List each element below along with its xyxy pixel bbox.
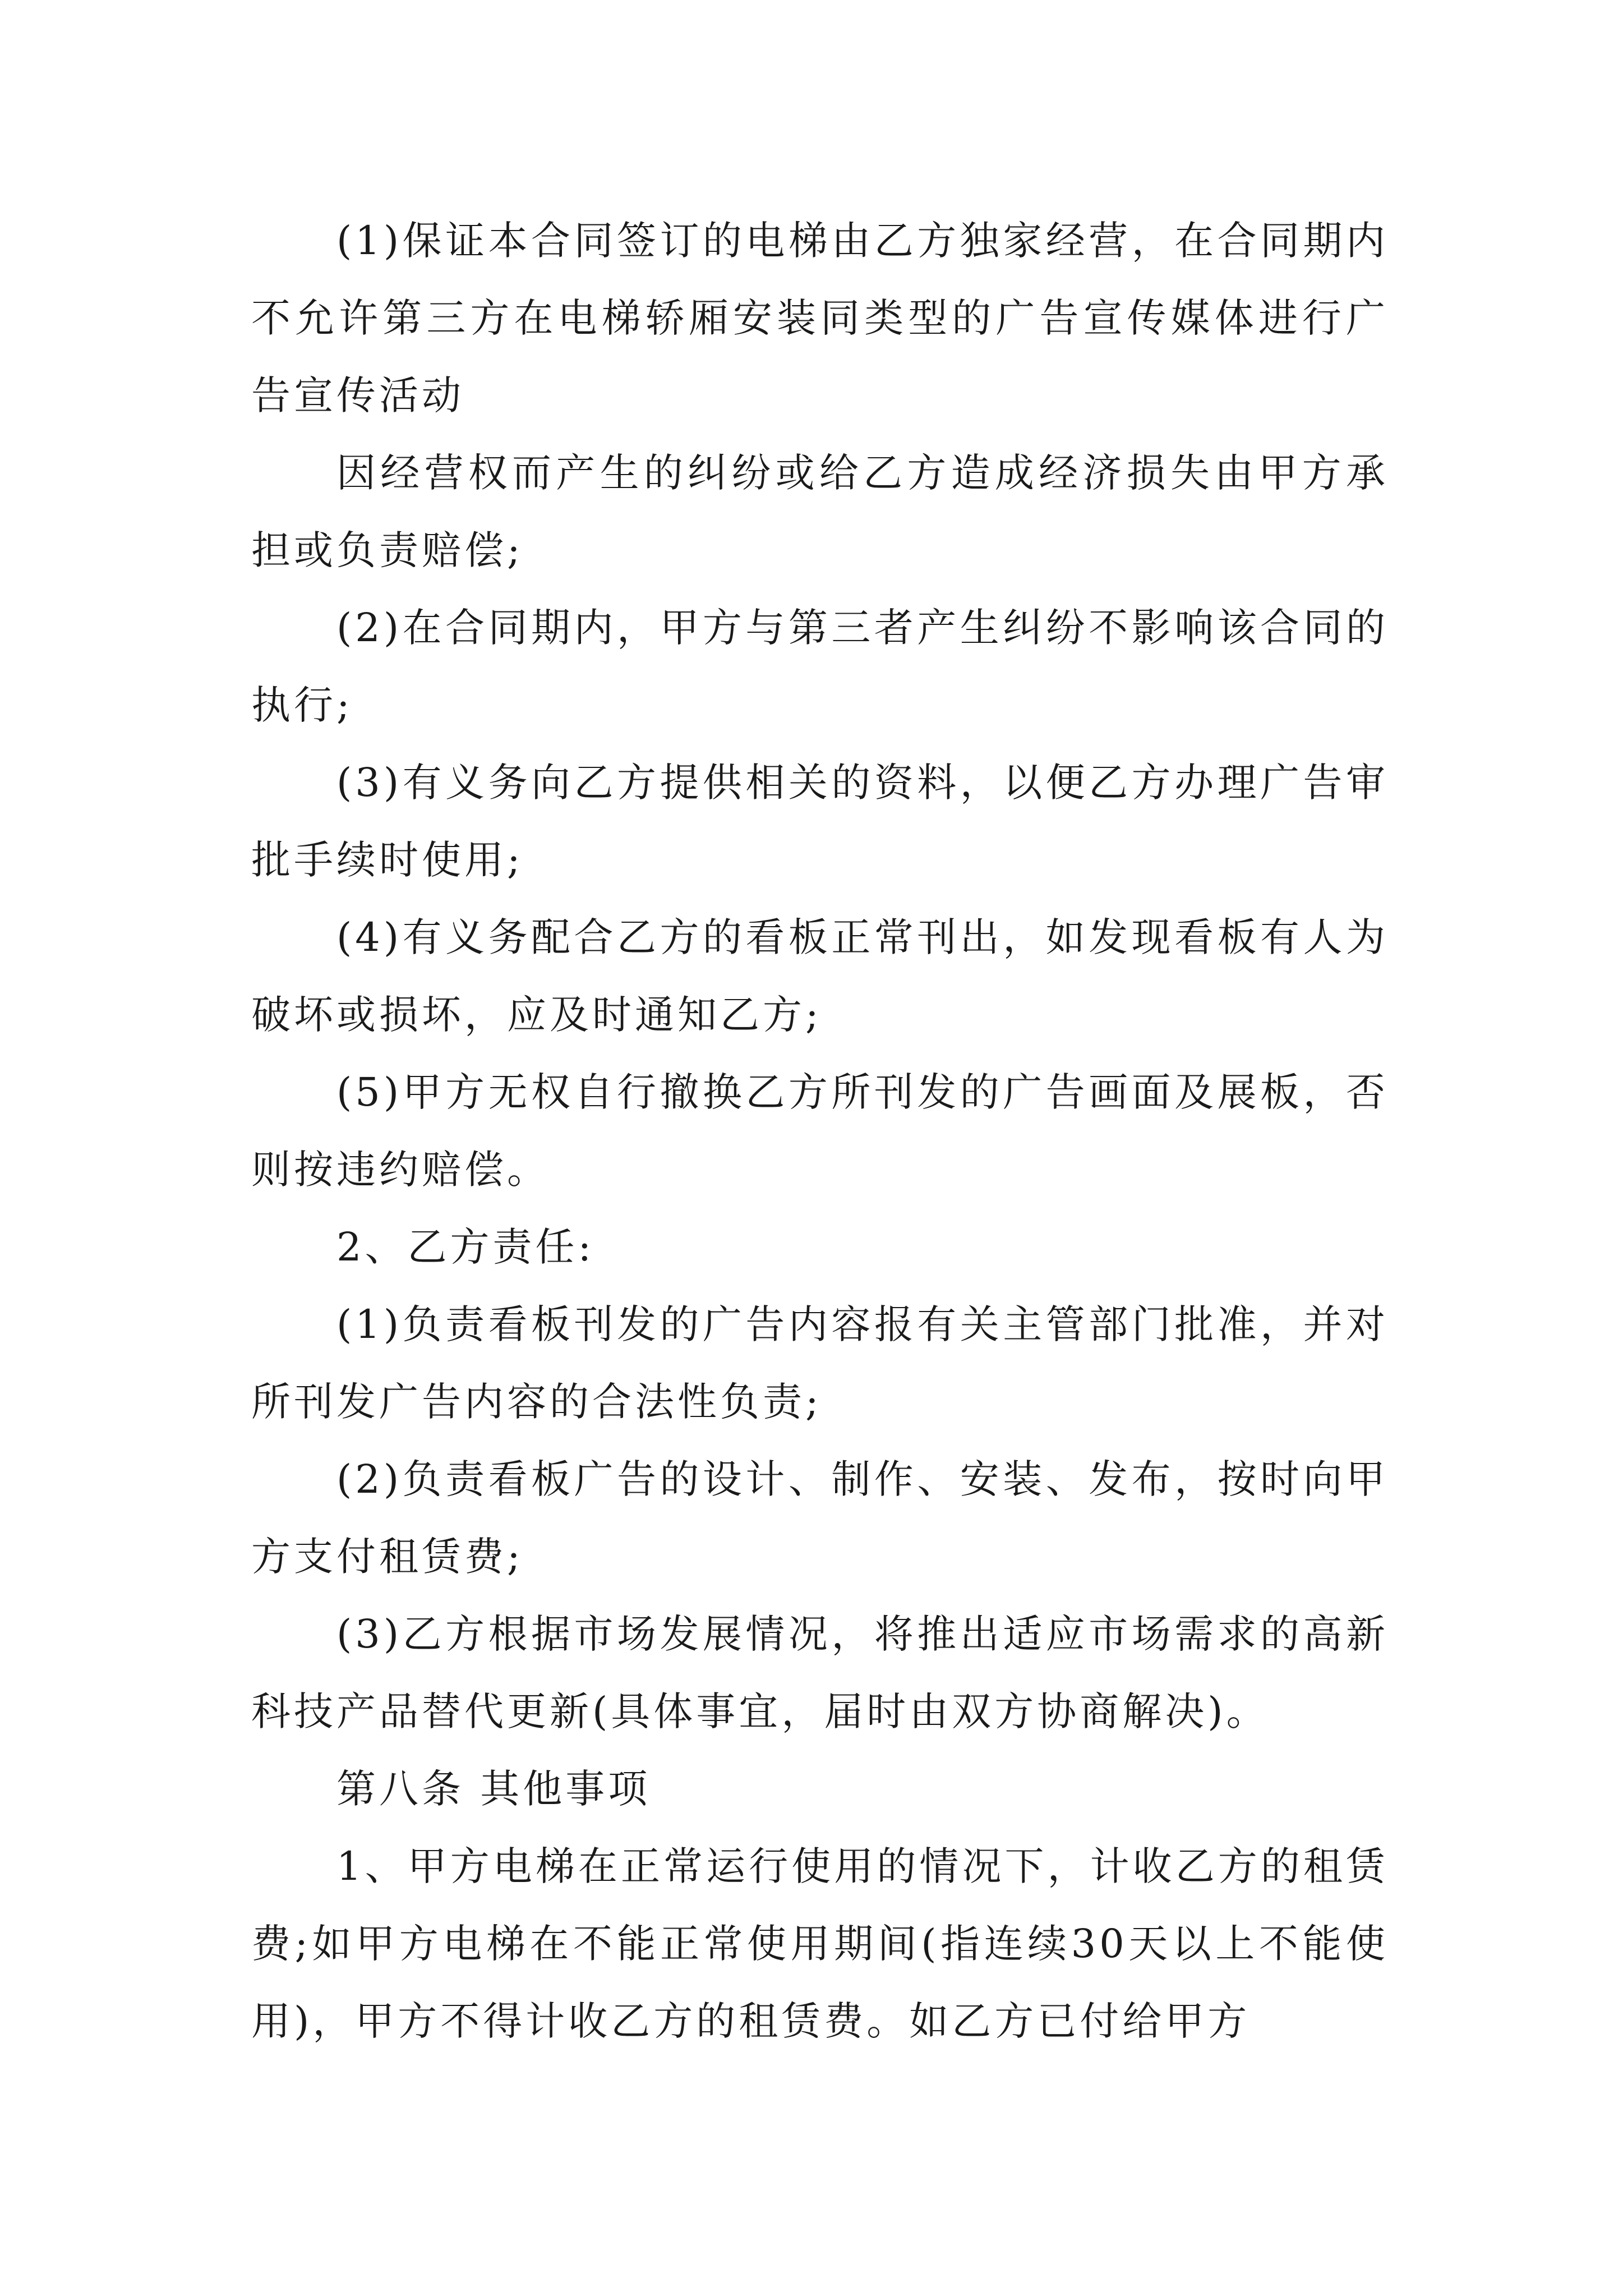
document-body (251, 202, 1389, 2060)
paragraph-clause-1-4: (4)有义务配合乙方的看板正常刊出，如发现看板有人为破坏或损坏，应及时通知乙方; (251, 914, 1389, 1038)
paragraph-clause-2-3: (3)乙方根据市场发展情况，将推出适应市场需求的高新科技产品替代更新(具体事宜，届时由双方协商解决)。 (251, 1611, 1389, 1734)
paragraph-clause-2-2: (2)负责看板广告的设计、制作、安装、发布，按时向甲方支付租赁费; (251, 1456, 1389, 1580)
article-heading-eight: 第八条 其他事项 (336, 1766, 651, 1812)
paragraph-clause-1-1: (1)保证本合同签订的电梯由乙方独家经营，在合同期内不允许第三方在电梯轿厢安装同类型的广告宣传媒体进行广告宣传活动 (251, 218, 1389, 418)
section-heading-party-b-duties: 2、乙方责任: (336, 1224, 595, 1270)
paragraph-dispute-liability: 因经营权而产生的纠纷或给乙方造成经济损失由甲方承担或负责赔偿; (251, 450, 1389, 573)
paragraph-article-8-1: 1、甲方电梯在正常运行使用的情况下，计收乙方的租赁费;如甲方电梯在不能正常使用期间(指连续30天以上不能使用)，甲方不得计收乙方的租赁费。如乙方已付给甲方 (251, 1843, 1389, 2044)
paragraph-clause-1-5: (5)甲方无权自行撤换乙方所刊发的广告画面及展板，否则按违约赔偿。 (251, 1069, 1389, 1193)
paragraph-clause-2-1: (1)负责看板刊发的广告内容报有关主管部门批准，并对所刊发广告内容的合法性负责; (251, 1301, 1389, 1425)
paragraph-clause-1-3: (3)有义务向乙方提供相关的资料，以便乙方办理广告审批手续时使用; (251, 760, 1389, 883)
paragraph-clause-1-2: (2)在合同期内，甲方与第三者产生纠纷不影响该合同的执行; (251, 605, 1389, 728)
